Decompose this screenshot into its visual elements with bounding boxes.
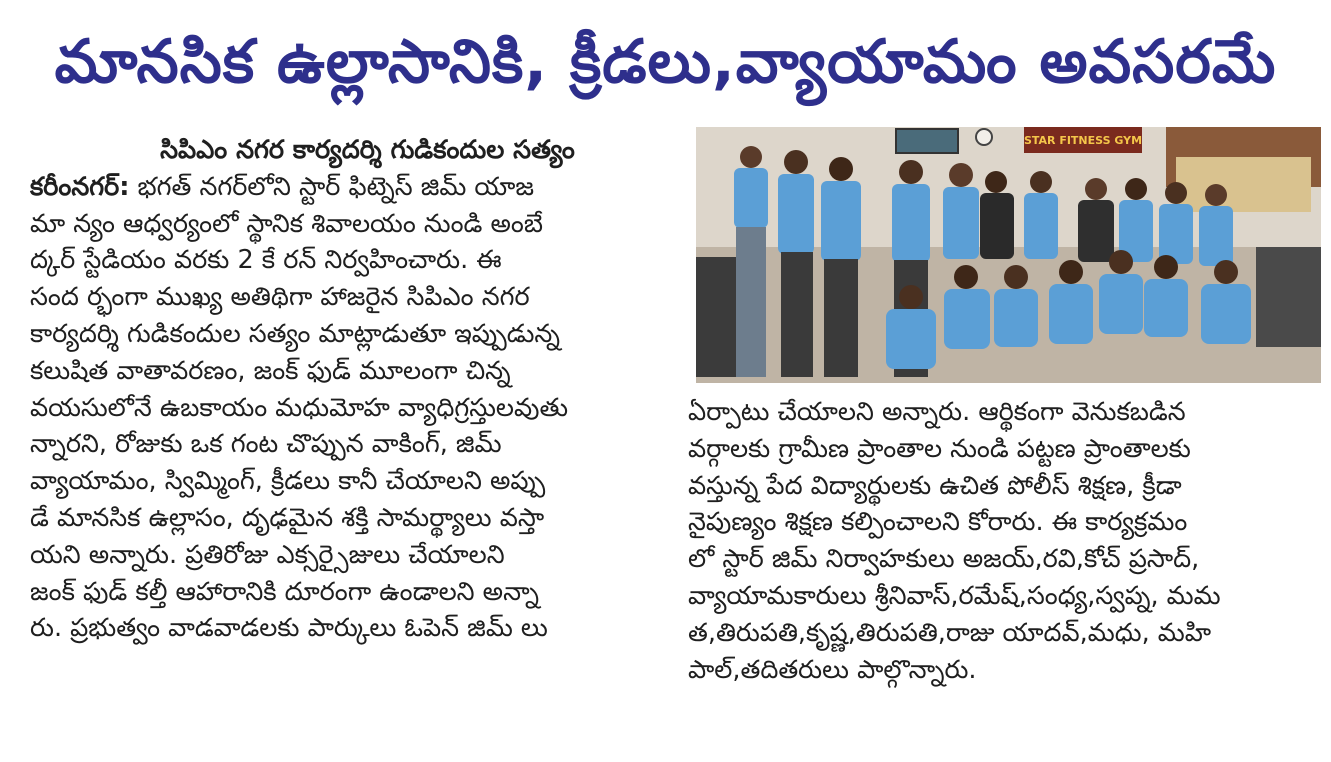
article-line: ద్కర్ స్టేడియం వరకు 2 కే రన్ నిర్వహించారు. ఈ [30, 245, 502, 276]
window-glass [1176, 157, 1311, 212]
article-left-column [30, 132, 665, 647]
article-line: త,తిరుపతి,కృష్ణ,తిరుపతి,రాజు యాదవ్,మధు, మహి [688, 617, 1212, 648]
group-photo-illustration [696, 127, 1321, 383]
article-line: పాల్,తదితరులు పాల్గొన్నారు. [688, 654, 977, 685]
dateline: కరీంనగర్: [30, 171, 130, 202]
article-right-column [688, 394, 1323, 688]
article-line: ఏర్పాటు చేయాలని అన్నారు. ఆర్థికంగా వెనుకబడిన [688, 397, 1186, 427]
tv-screen [896, 129, 958, 153]
article-line: నైపుణ్యం శిక్షణ కల్పించాలని కోరారు. ఈ కార్యక్రమం [688, 507, 1188, 538]
article-line: వయసులోనే ఉబకాయం మధుమోహ వ్యాధిగ్రస్తులవుతు [30, 392, 569, 423]
article-line: రు. ప్రభుత్వం వాడవాడలకు పార్కులు ఓపెన్ జిమ్ లు [30, 613, 548, 644]
byline: సిపిఎం నగర కార్యదర్శి గుడికందుల సత్యం [160, 135, 575, 165]
article-line: వ్యాయామకారులు శ్రీనివాస్,రమేష్,సంధ్య,స్వప్న, మమ [688, 580, 1221, 611]
article-line: మా న్యం ఆధ్వర్యంలో స్థానిక శివాలయం నుండి అంబే [30, 208, 543, 239]
headline: మానసిక ఉల్లాసానికి, క్రీడలు,వ్యాయామం అవసరమే [54, 27, 1277, 97]
article-line: వ్యాయామం, స్విమ్మింగ్, క్రీడలు కానీ చేయాలని అప్పు [30, 466, 546, 497]
article-line: సంద ర్భంగా ముఖ్య అతిథిగా హాజరైన సిపిఎం నగర [30, 282, 530, 313]
article-line [30, 169, 665, 206]
wall-clock [976, 129, 992, 145]
article-line: డే మానసిక ఉల్లాసం, దృఢమైన శక్తి సామర్థ్యాలు వస్తా [30, 502, 545, 533]
article-line: కార్యదర్శి గుడికందుల సత్యం మాట్లాడుతూ ఇప్పుడున్న [30, 318, 560, 349]
article-line: వర్గాలకు గ్రామీణ ప్రాంతాల నుండి పట్టణ ప్రాంతాలకు [688, 433, 1191, 464]
treadmill-right [1256, 247, 1321, 347]
article-line-text: భగత్ నగర్‌లోని స్టార్ ఫిట్నెస్ జిమ్ యాజ [129, 171, 535, 202]
gym-sign-text: STAR FITNESS GYM [1023, 134, 1143, 147]
group-photo [696, 127, 1321, 383]
article-line: కలుషిత వాతావరణం, జంక్ ఫుడ్ మూలంగా చిన్న [30, 355, 511, 386]
article-line: వస్తున్న పేద విద్యార్థులకు ఉచిత పోలీస్ శిక్షణ, క్రీడా [688, 470, 1182, 501]
article-line: న్నారని, రోజుకు ఒక గంట చొప్పున వాకింగ్, జిమ్ [30, 429, 502, 460]
article-line: యని అన్నారు. ప్రతిరోజు ఎక్సర్సైజులు చేయాలని [30, 539, 505, 570]
article-line: జంక్ ఫుడ్ కల్తీ ఆహారానికి దూరంగా ఉండాలని అన్నా [30, 576, 539, 607]
article-line: లో స్టార్ జిమ్ నిర్వాహకులు అజయ్,రవి,కోచ్ ప్రసాద్, [688, 544, 1200, 575]
